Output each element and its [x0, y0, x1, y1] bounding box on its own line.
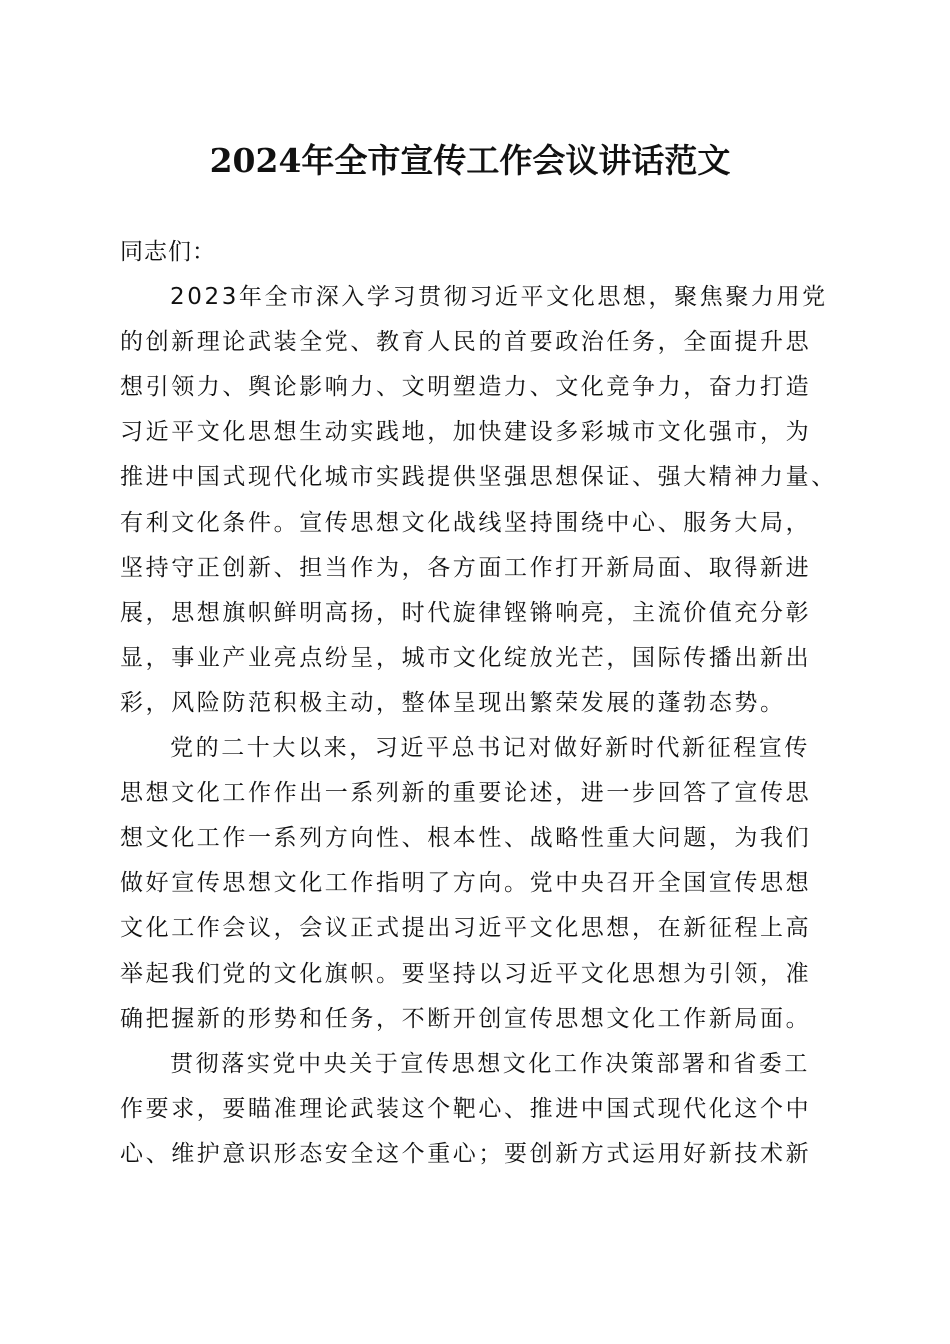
greeting: 同志们： — [120, 239, 216, 265]
text-line: 显，事业产业亮点纷呈，城市文化绽放光芒，国际传播出新出 — [120, 644, 812, 671]
paragraph-3 — [120, 1042, 840, 1177]
text-line: 党的二十大以来，习近平总书记对做好新时代新征程宣传 — [170, 735, 810, 762]
text-line: 做好宣传思想文化工作指明了方向。党中央召开全国宣传思想 — [120, 870, 812, 897]
text-line: 坚持守正创新、担当作为，各方面工作打开新局面、取得新进 — [120, 554, 812, 581]
document-body — [120, 230, 840, 1177]
text-line: 作要求，要瞄准理论武装这个靶心、推进中国式现代化这个中 — [120, 1095, 812, 1122]
text-line: 文化工作会议，会议正式提出习近平文化思想，在新征程上高 — [120, 915, 812, 942]
paragraph-2 — [120, 726, 840, 1042]
document-title: 2024年全市宣传工作会议讲话范文 — [209, 141, 731, 180]
text-line: 展，思想旗帜鲜明高扬，时代旋律铿锵响亮，主流价值充分彰 — [120, 599, 812, 626]
text-line: 彩，风险防范积极主动，整体呈现出繁荣发展的蓬勃态势。 — [120, 689, 786, 716]
text-line: 推进中国式现代化城市实践提供坚强思想保证、强大精神力量、 — [120, 464, 837, 491]
text-line: 思想文化工作作出一系列新的重要论述，进一步回答了宣传思 — [120, 780, 812, 807]
text-line: 有利文化条件。宣传思想文化战线坚持围绕中心、服务大局， — [120, 509, 812, 536]
text-line: 举起我们党的文化旗帜。要坚持以习近平文化思想为引领，准 — [120, 960, 812, 987]
text-line: 贯彻落实党中央关于宣传思想文化工作决策部署和省委工 — [170, 1050, 810, 1077]
text-line: 心、维护意识形态安全这个重心；要创新方式运用好新技术新 — [120, 1140, 812, 1167]
paragraph-1 — [120, 275, 840, 726]
text-line: 习近平文化思想生动实践地，加快建设多彩城市文化强市，为 — [120, 419, 812, 446]
text-line: 想文化工作一系列方向性、根本性、战略性重大问题，为我们 — [120, 825, 812, 852]
text-line: 的创新理论武装全党、教育人民的首要政治任务，全面提升思 — [120, 329, 812, 356]
text-line: 2023年全市深入学习贯彻习近平文化思想，聚焦聚力用党 — [170, 284, 828, 311]
text-line: 确把握新的形势和任务，不断开创宣传思想文化工作新局面。 — [120, 1005, 812, 1032]
text-line: 想引领力、舆论影响力、文明塑造力、文化竞争力，奋力打造 — [120, 374, 812, 401]
